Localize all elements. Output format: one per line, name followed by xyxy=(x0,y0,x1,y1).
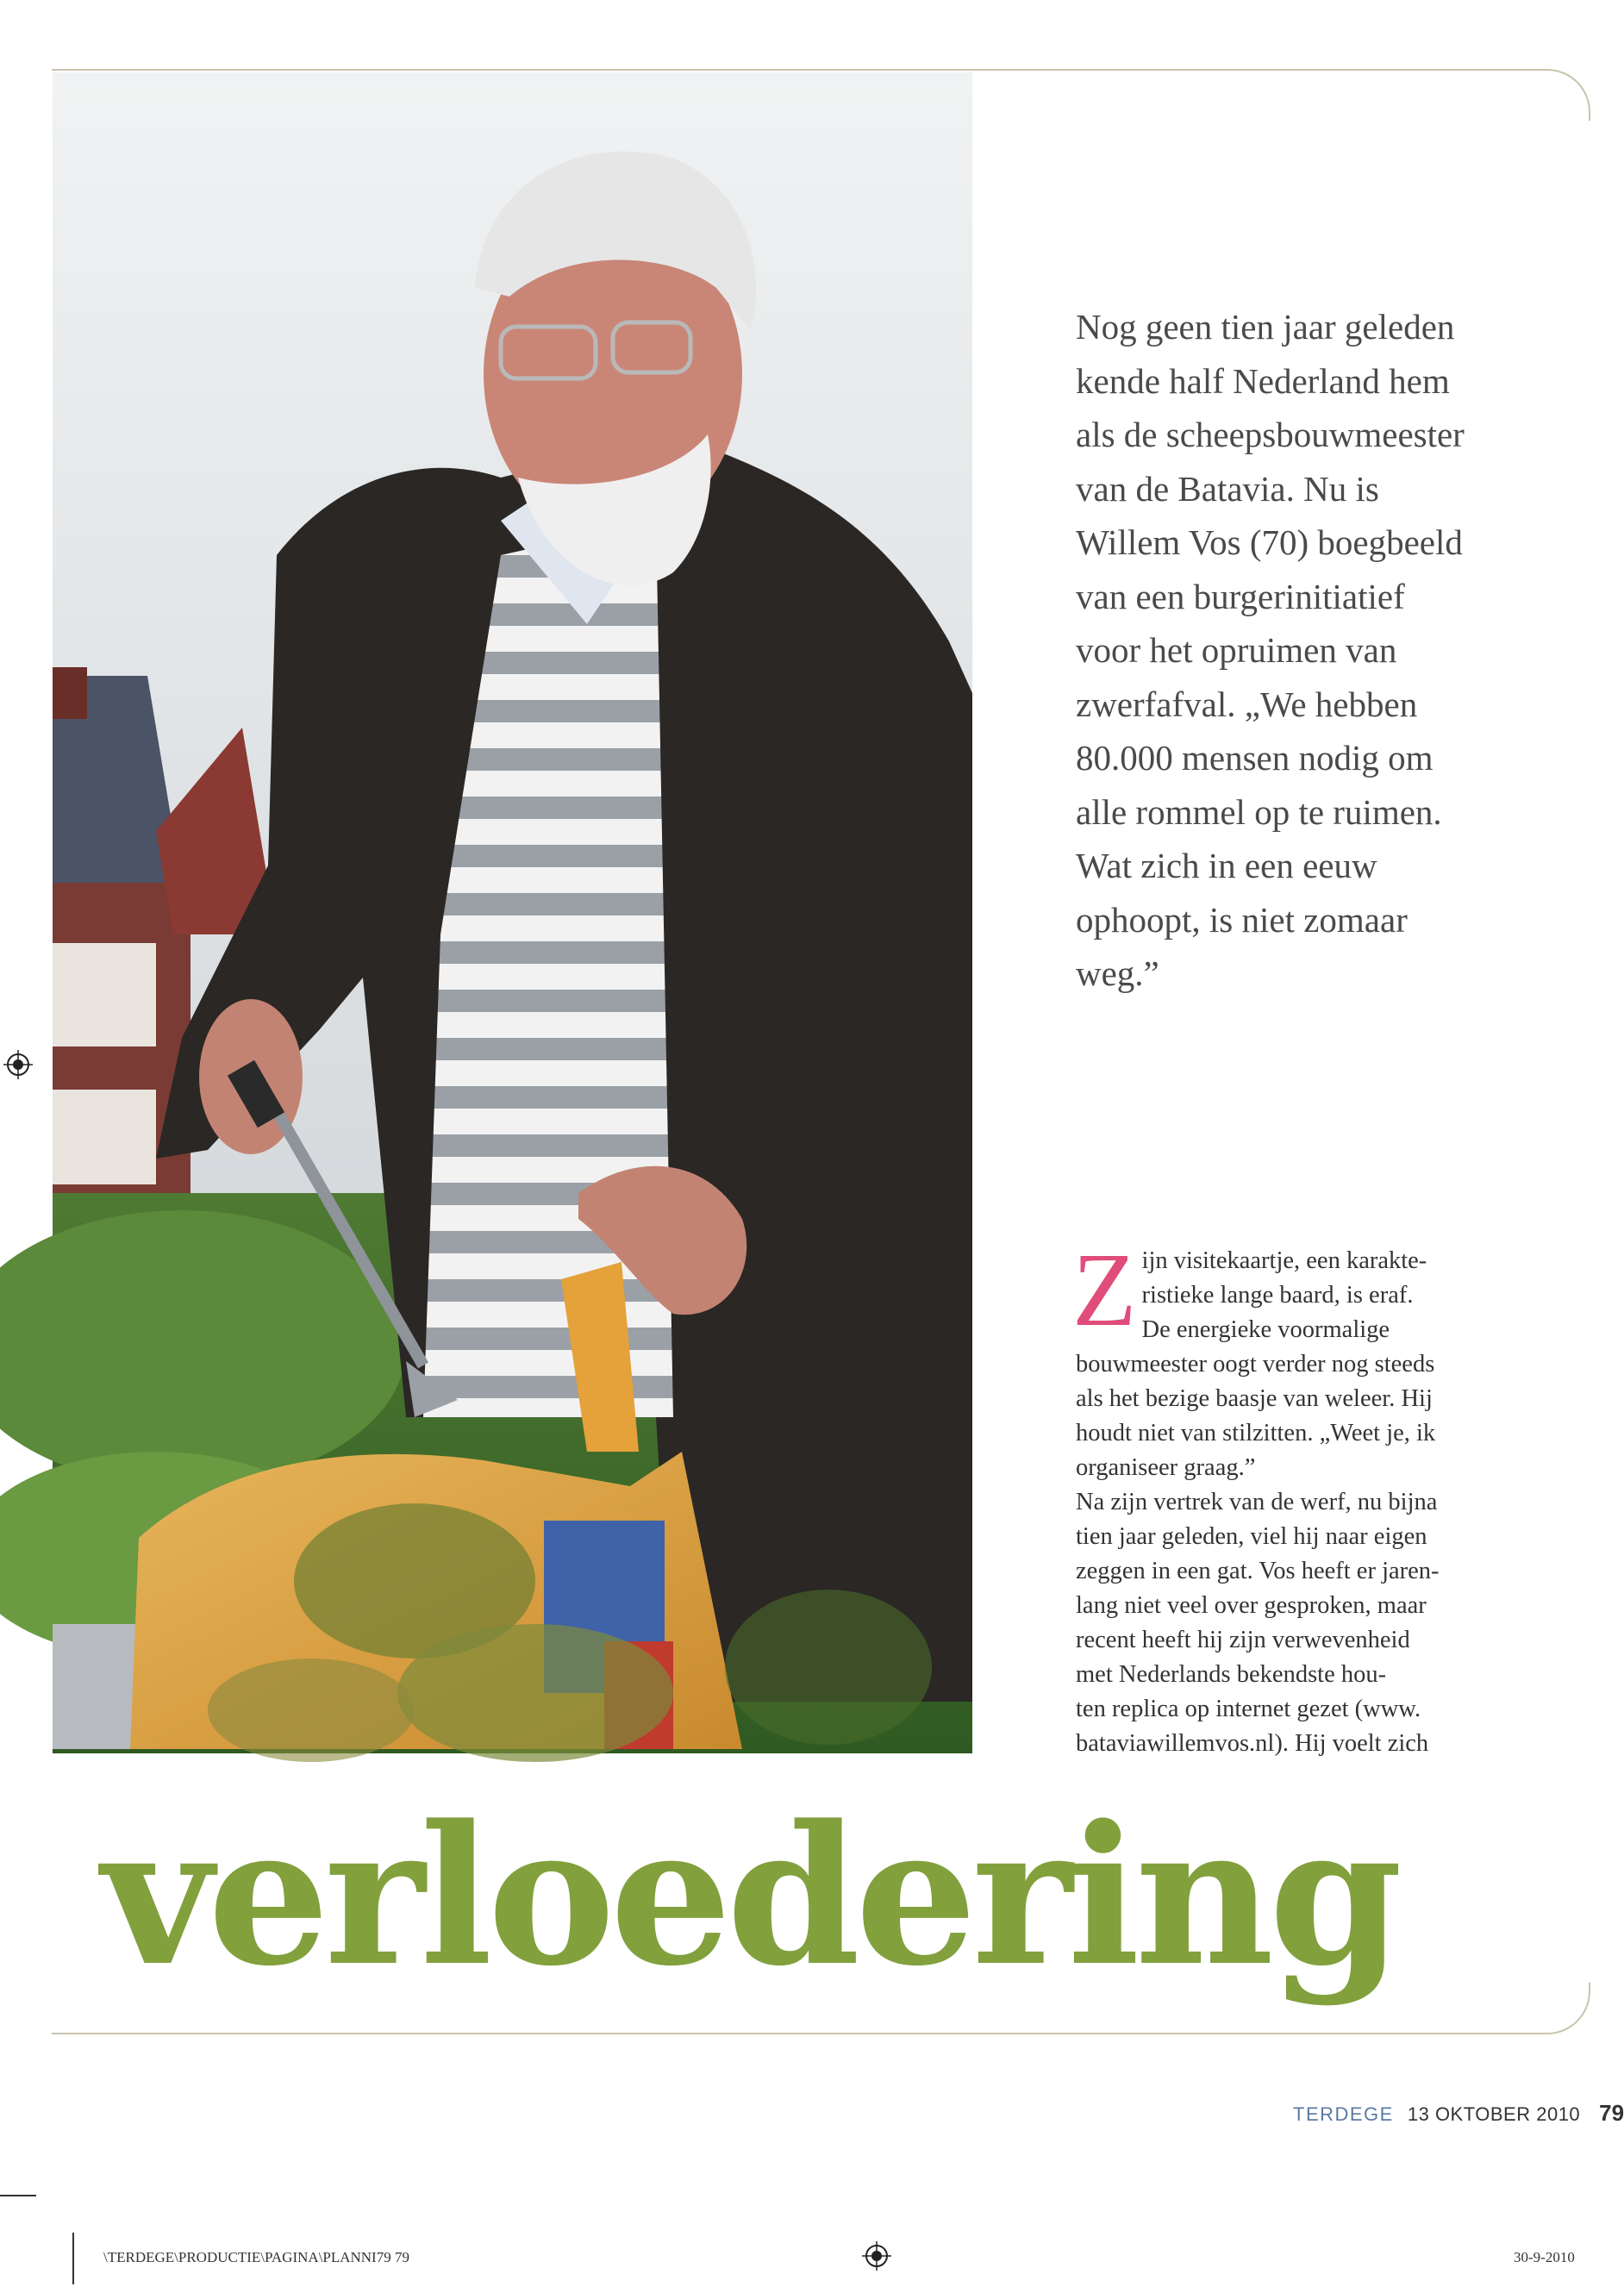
print-slug-date: 30-9-2010 xyxy=(1514,2249,1575,2265)
issue-date: 13 OKTOBER 2010 xyxy=(1407,2103,1581,2125)
magazine-name: TERDEGE xyxy=(1293,2103,1394,2125)
dropcap-letter: Z xyxy=(1072,1232,1137,1348)
crop-mark xyxy=(72,2233,74,2284)
article-paragraph-2: Na zijn vertrek van de werf, nu bijna tien jaar geleden, viel hij naar eigen zeggen in een gat. Vos heeft er jaren- lang niet veel over gesproken, maar recent heeft hij zijn verwevenheid met Nederlands bekendste hou- ten replica op internet gezet (www. bataviawillemvos.nl). Hij voelt zich xyxy=(1076,1489,1440,1757)
registration-mark-icon xyxy=(3,1050,33,1079)
page-number: 79 xyxy=(1599,2100,1624,2126)
headline: verloedering xyxy=(102,1784,1398,2009)
print-slug-path: \TERDEGE\PRODUCTIE\PAGINA\PLANNI79 79 xyxy=(103,2249,409,2265)
registration-mark-icon xyxy=(862,2241,891,2271)
article-paragraph-1: ijn visitekaartje, een karakte- ristieke lange baard, is eraf. De energieke voormalige bouwmeester oogt verder nog steeds als het bezige baasje van weleer. Hij houdt niet van stilzitten. „Weet je, ik organiseer graag.” xyxy=(1076,1247,1436,1481)
article-body xyxy=(1072,1232,1507,1761)
page-footer xyxy=(1293,2100,1624,2134)
crop-mark xyxy=(0,2195,36,2196)
photo-man-collecting-litter xyxy=(53,72,972,1749)
intro-text: Nog geen tien jaar geleden kende half Nederland hem als de scheepsbouwmeester van de Batavia. Nu is Willem Vos (70) boegbeeld van een burgerinitiatief voor het opruimen van zwerfafval. „We hebben 80.000 mensen nodig om alle rommel op te ruimen. Wat zich in een eeuw ophoopt, is niet zomaar weg.” xyxy=(1076,307,1465,993)
